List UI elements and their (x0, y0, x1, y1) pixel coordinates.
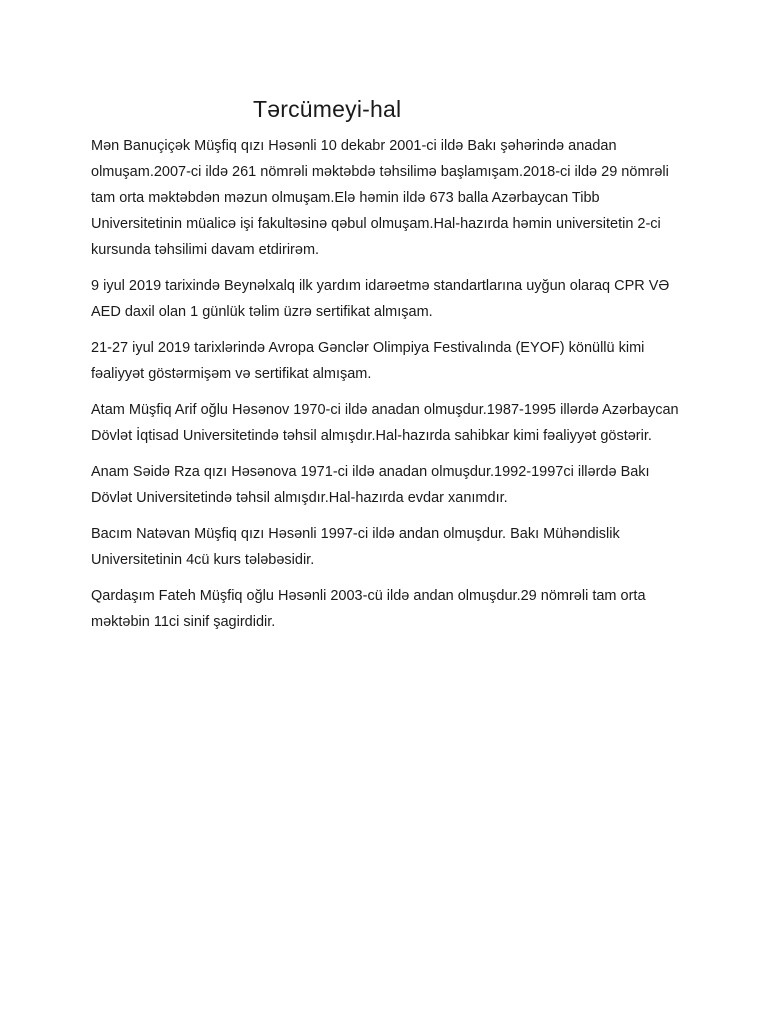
paragraph-biography: Mən Banuçiçək Müşfiq qızı Həsənli 10 dekabr 2001-ci ildə Bakı şəhərində anadan olmuşam.2007-ci ildə 261 nömrəli məktəbdə təhsilimə başlamışam.2018-ci ildə 29 nömrəli tam orta məktəbdən məzun olmuşam.Elə həmin ildə 673 balla Azərbaycan Tibb Universitetinin müalicə işi fakultəsinə qəbul olmuşam.Hal-hazırda həmin universitetin 2-ci kursunda təhsilimi davam etdirirəm. (91, 138, 669, 258)
document-body (91, 133, 687, 645)
paragraph-eyof-volunteer: 21-27 iyul 2019 tarixlərində Avropa Gənclər Olimpiya Festivalında (EYOF) könüllü kimi fəaliyyət göstərmişəm və sertifikat almışam. (91, 340, 645, 382)
paragraph-brother: Qardaşım Fateh Müşfiq oğlu Həsənli 2003-cü ildə andan olmuşdur.29 nömrəli tam orta məktəbin 11ci sinif şagirdidir. (91, 588, 646, 630)
document-title: Tərcümeyi-hal (253, 96, 402, 122)
paragraph-father: Atam Müşfiq Arif oğlu Həsənov 1970-ci ildə anadan olmuşdur.1987-1995 illərdə Azərbaycan Dövlət İqtisad Universitetində təhsil almışdır.Hal-hazırda sahibkar kimi fəaliyyət göstərir. (91, 402, 679, 444)
paragraph-first-aid-certificate: 9 iyul 2019 tarixində Beynəlxalq ilk yardım idarəetmə standartlarına uyğun olaraq CPR VƏ AED daxil olan 1 günlük təlim üzrə sertifikat almışam. (91, 278, 670, 320)
paragraph-sister: Bacım Natəvan Müşfiq qızı Həsənli 1997-ci ildə andan olmuşdur. Bakı Mühəndislik Universitetinin 4cü kurs tələbəsidir. (91, 526, 620, 568)
paragraph-mother: Anam Səidə Rza qızı Həsənova 1971-ci ildə anadan olmuşdur.1992-1997ci illərdə Bakı Dövlət Universitetində təhsil almışdır.Hal-hazırda evdar xanımdır. (91, 464, 650, 506)
